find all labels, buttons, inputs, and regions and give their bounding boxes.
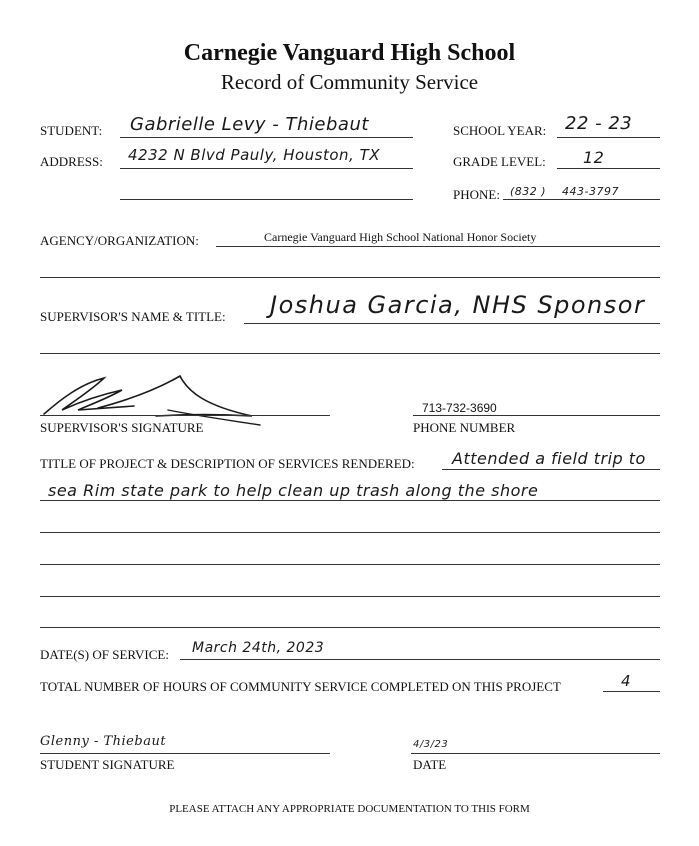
supervisor-phone-label: PHONE NUMBER xyxy=(413,420,516,435)
phone-number-field[interactable]: 443-3797 xyxy=(562,185,619,198)
address-line-2 xyxy=(120,199,413,200)
date-line xyxy=(411,753,660,754)
agency-line xyxy=(216,246,660,247)
project-line-1 xyxy=(442,469,660,470)
supervisor-phone-line xyxy=(413,415,660,416)
student-signature-line xyxy=(40,753,330,754)
address-label: ADDRESS: xyxy=(40,154,103,169)
agency-field[interactable]: Carnegie Vanguard High School National Honor Society xyxy=(264,230,537,244)
student-label: STUDENT: xyxy=(40,123,103,138)
dates-field[interactable]: March 24th, 2023 xyxy=(192,640,325,656)
grade-level-label: GRADE LEVEL: xyxy=(453,154,546,169)
supervisor-name-label: SUPERVISOR'S NAME & TITLE: xyxy=(40,309,226,324)
supervisor-signature-label: SUPERVISOR'S SIGNATURE xyxy=(40,420,204,435)
school-year-line xyxy=(557,137,660,138)
address-field[interactable]: 4232 N Blvd Pauly, Houston, TX xyxy=(128,146,381,164)
student-line xyxy=(120,137,413,138)
project-description-line-1[interactable]: Attended a field trip to xyxy=(452,449,646,468)
school-year-label: SCHOOL YEAR: xyxy=(453,123,547,138)
student-name-field[interactable]: Gabrielle Levy - Thiebaut xyxy=(130,114,369,135)
school-year-field[interactable]: 22 - 23 xyxy=(565,113,633,134)
project-label: TITLE OF PROJECT & DESCRIPTION OF SERVICES RENDERED: xyxy=(40,456,415,471)
project-line-5 xyxy=(40,596,660,597)
supervisor-name-line xyxy=(244,323,660,324)
supervisor-phone-field[interactable]: 713-732-3690 xyxy=(422,401,497,415)
project-description-line-2[interactable]: sea Rim state park to help clean up trash along the shore xyxy=(48,481,539,500)
school-name: Carnegie Vanguard High School xyxy=(183,40,516,66)
student-signature-label: STUDENT SIGNATURE xyxy=(40,757,175,772)
project-line-6 xyxy=(40,627,660,628)
hours-label: TOTAL NUMBER OF HOURS OF COMMUNITY SERVICE COMPLETED ON THIS PROJECT xyxy=(40,679,561,694)
hours-field[interactable]: 4 xyxy=(621,672,632,690)
project-line-2 xyxy=(40,500,660,501)
date-label: DATE xyxy=(413,757,447,772)
footer-note: PLEASE ATTACH ANY APPROPRIATE DOCUMENTATION TO THIS FORM xyxy=(169,803,530,815)
hours-line xyxy=(603,691,660,692)
address-line xyxy=(120,168,413,169)
supervisor-signature-line xyxy=(40,415,330,416)
phone-line xyxy=(503,199,660,200)
project-line-4 xyxy=(40,564,660,565)
phone-area-field[interactable]: (832 ) xyxy=(510,185,547,198)
supervisor-line-2 xyxy=(40,353,660,354)
student-signature-field[interactable]: Glenny - Thiebaut xyxy=(40,734,167,749)
grade-level-line xyxy=(557,168,660,169)
project-line-3 xyxy=(40,532,660,533)
grade-level-field[interactable]: 12 xyxy=(583,148,605,167)
dates-label: DATE(S) OF SERVICE: xyxy=(40,647,169,662)
form-title: Record of Community Service xyxy=(220,70,479,94)
phone-label: PHONE: xyxy=(453,187,500,202)
supervisor-name-field[interactable]: Joshua Garcia, NHS Sponsor xyxy=(270,291,646,319)
date-field[interactable]: 4/3/23 xyxy=(413,739,449,750)
agency-label: AGENCY/ORGANIZATION: xyxy=(40,233,199,248)
dates-line xyxy=(180,659,660,660)
agency-line-2 xyxy=(40,277,660,278)
